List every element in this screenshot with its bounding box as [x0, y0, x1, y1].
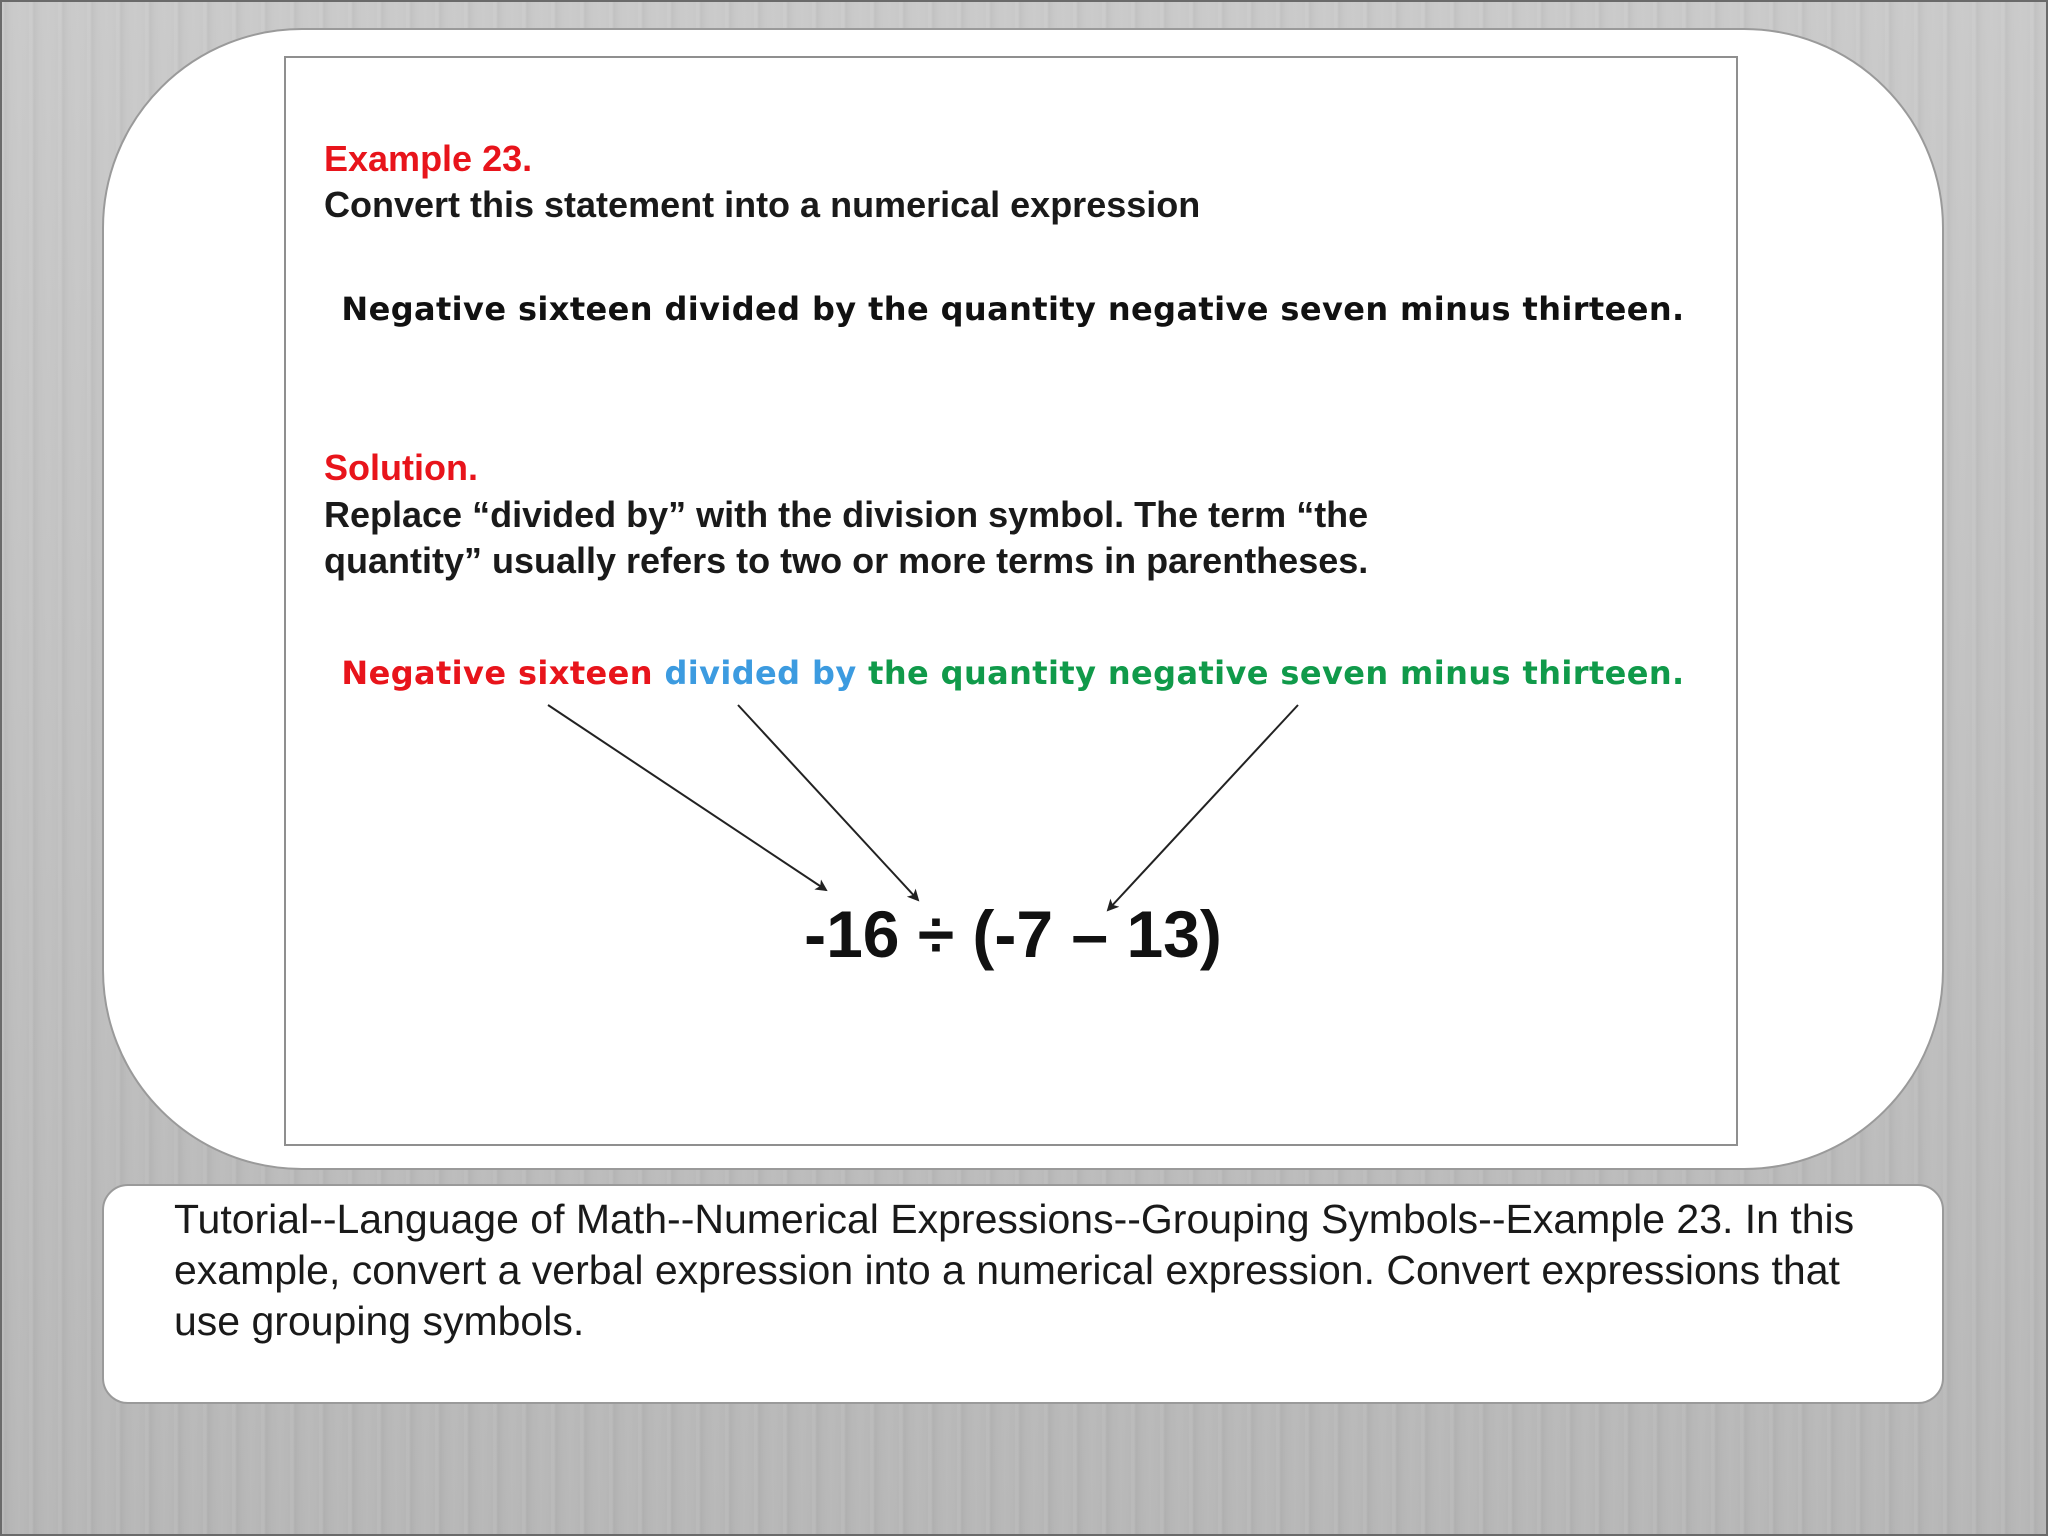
solution-line-2: quantity” usually refers to two or more terms in parentheses. — [324, 540, 1369, 581]
solution-heading: Solution. — [324, 447, 478, 488]
term-negative-sixteen: Negative sixteen — [341, 654, 653, 692]
mapping-arrows — [286, 58, 1740, 1148]
caption-card — [102, 1184, 1944, 1404]
arrow-divided-by — [738, 705, 918, 900]
instruction-text: Convert this statement into a numerical expression — [324, 184, 1201, 225]
term-the-quantity: the quantity negative seven minus thirteen. — [868, 654, 1685, 692]
numerical-expression: -16 ÷ (-7 – 13) — [804, 897, 1222, 971]
term-divided-by: divided by — [664, 654, 857, 692]
arrow-the-quantity — [1108, 705, 1298, 910]
slide-image — [284, 56, 1738, 1146]
example-heading: Example 23. — [324, 138, 533, 179]
arrow-negative-sixteen — [548, 705, 826, 890]
verbal-statement: Negative sixteen divided by the quantity negative seven minus thirteen. — [341, 290, 1685, 328]
solution-line-1: Replace “divided by” with the division symbol. The term “the — [324, 494, 1369, 535]
caption-text: Tutorial--Language of Math--Numerical Expressions--Grouping Symbols--Example 23. In this example, convert a verbal expression into a numerical expression. Convert expressions that use grouping symbols. — [174, 1196, 1855, 1344]
